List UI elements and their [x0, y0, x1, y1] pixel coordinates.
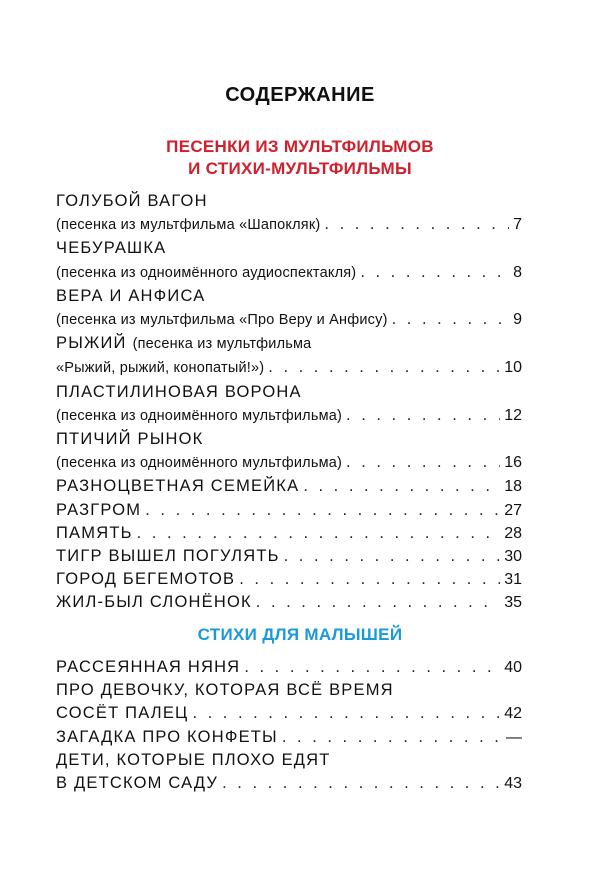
- dot-leader: [192, 702, 500, 725]
- dot-leader: [303, 475, 500, 498]
- dot-leader: [145, 499, 500, 522]
- page-number: 18: [504, 478, 522, 496]
- page-number: 40: [504, 659, 522, 676]
- entry-title: ПТИЧИЙ РЫНОК: [56, 430, 204, 449]
- toc-entry[interactable]: [56, 332, 522, 380]
- dot-leader: [284, 545, 501, 568]
- entry-title: ПАМЯТЬ: [56, 523, 133, 542]
- dot-leader: [244, 656, 500, 679]
- entry-title: ВЕРА И АНФИСА: [56, 286, 206, 305]
- entry-title: ДЕТИ, КОТОРЫЕ ПЛОХО ЕДЯТ: [56, 750, 331, 769]
- entry-title: РАЗНОЦВЕТНАЯ СЕМЕЙКА: [56, 477, 300, 496]
- page-title: СОДЕРЖАНИЕ: [225, 84, 375, 106]
- page-number: 43: [504, 775, 522, 793]
- entry-subtitle: (песенка из одноимённого мультфильма): [56, 407, 343, 424]
- page-number: 7: [513, 216, 522, 234]
- page-number: 16: [504, 454, 522, 472]
- entry-title: РАЗГРОМ: [56, 500, 142, 519]
- page-number: —: [506, 728, 522, 746]
- page-number: 27: [504, 501, 522, 519]
- entry-title: ГОЛУБОЙ ВАГОН: [56, 192, 208, 210]
- dot-leader: [324, 213, 509, 236]
- entry-title: ЖИЛ-БЫЛ СЛОНЁНОК: [56, 593, 252, 612]
- toc-entry[interactable]: [56, 237, 522, 284]
- section-heading-line: ПЕСЕНКИ ИЗ МУЛЬТФИЛЬМОВ: [166, 137, 434, 156]
- toc-entry[interactable]: [56, 726, 522, 749]
- dot-leader: [137, 522, 501, 545]
- page-number: 8: [513, 263, 522, 281]
- dot-leader: [346, 451, 500, 474]
- toc-entry[interactable]: [56, 656, 522, 679]
- page-number: 12: [504, 406, 522, 424]
- toc-entry[interactable]: [56, 545, 522, 568]
- entry-title: ЧЕБУРАШКА: [56, 239, 167, 258]
- page-number: 9: [513, 311, 522, 329]
- entry-subtitle: (песенка из мультфильма: [132, 336, 312, 353]
- entry-subtitle: (песенка из одноимённого аудиоспектакля): [56, 264, 357, 281]
- entry-title: СОСЁТ ПАЛЕЦ: [56, 704, 189, 723]
- page-number: 28: [504, 524, 522, 542]
- toc-entry[interactable]: [56, 591, 522, 614]
- dot-leader: [392, 308, 509, 331]
- toc-entry[interactable]: [56, 428, 522, 475]
- toc-entry[interactable]: [56, 285, 522, 332]
- entry-title: ТИГР ВЫШЕЛ ПОГУЛЯТЬ: [56, 547, 280, 566]
- dot-leader: [222, 772, 500, 795]
- entry-title: РЫЖИЙ: [56, 334, 127, 353]
- dot-leader: [268, 356, 500, 379]
- dot-leader: [256, 591, 500, 614]
- dot-leader: [239, 568, 500, 591]
- dot-leader: [360, 261, 509, 284]
- page-number: 10: [504, 359, 522, 377]
- page-number: 31: [504, 571, 522, 589]
- page-number: 30: [504, 548, 522, 566]
- section-heading-songs: [40, 136, 560, 180]
- entry-title: ПРО ДЕВОЧКУ, КОТОРАЯ ВСЁ ВРЕМЯ: [56, 681, 394, 700]
- section-heading-line: И СТИХИ-МУЛЬТФИЛЬМЫ: [188, 159, 412, 178]
- entry-title: РАССЕЯННАЯ НЯНЯ: [56, 658, 241, 676]
- page-number: 42: [504, 705, 522, 723]
- toc-entry[interactable]: [56, 499, 522, 522]
- page-number: 35: [504, 594, 522, 612]
- section-heading-kids: СТИХИ ДЛЯ МАЛЫШЕЙ: [197, 625, 403, 644]
- entry-subtitle: «Рыжий, рыжий, конопатый!»): [56, 360, 265, 377]
- toc-entry[interactable]: [56, 522, 522, 545]
- toc-entry[interactable]: [56, 475, 522, 498]
- toc-entry[interactable]: [56, 190, 522, 237]
- toc-entry[interactable]: [56, 381, 522, 428]
- dot-leader: [346, 404, 500, 427]
- entry-title: ГОРОД БЕГЕМОТОВ: [56, 570, 236, 589]
- toc-section-kids: [56, 656, 522, 795]
- entry-title: ПЛАСТИЛИНОВАЯ ВОРОНА: [56, 382, 302, 401]
- entry-title: ЗАГАДКА ПРО КОНФЕТЫ: [56, 727, 278, 746]
- entry-subtitle: (песенка из мультфильма «Про Веру и Анфису): [56, 312, 388, 329]
- toc-section-songs: [56, 190, 522, 615]
- entry-subtitle: (песенка из одноимённого мультфильма): [56, 455, 343, 472]
- entry-subtitle: (песенка из мультфильма «Шапокляк): [56, 217, 321, 234]
- toc-entry[interactable]: [56, 679, 522, 725]
- toc-entry[interactable]: [56, 749, 522, 795]
- toc-entry[interactable]: [56, 568, 522, 591]
- dot-leader: [282, 726, 502, 749]
- entry-title: В ДЕТСКОМ САДУ: [56, 774, 219, 793]
